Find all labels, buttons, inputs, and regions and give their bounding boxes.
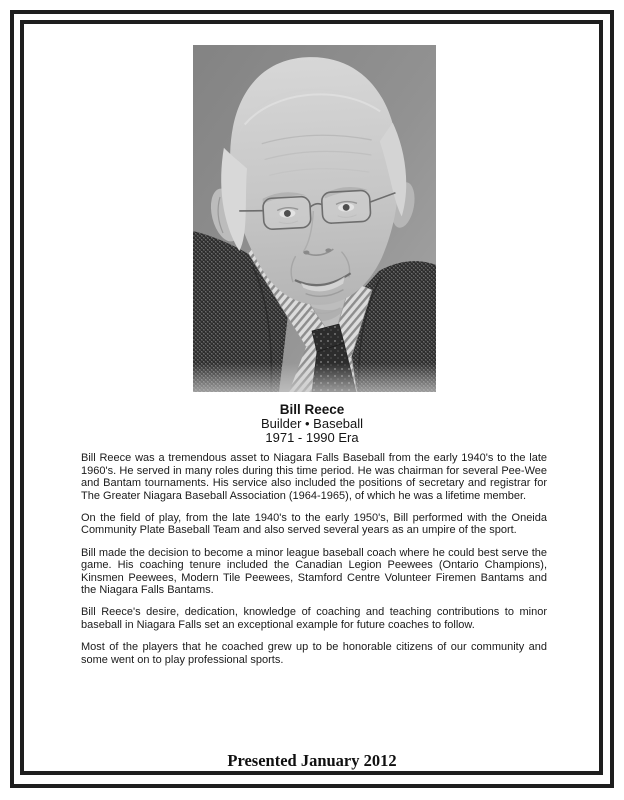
- presented-date: Presented January 2012: [227, 751, 397, 770]
- portrait-illustration: [193, 45, 436, 392]
- bio-paragraph: Bill Reece was a tremendous asset to Niagara Falls Baseball from the early 1940's to the late 1960's. He served in many roles during this time period. He was chairman for several Pee-Wee and Bantam tournaments. His service also included the positions of secretary and registrar for The Greater Niagara Baseball Association (1964-1965), of which he was a lifetime member.: [81, 452, 547, 502]
- bio-paragraph: Bill made the decision to become a minor league baseball coach where he could best serve the game. His coaching tenure included the Canadian Legion Peewees (Ontario Champions), Kinsmen Peewees, Modern Tile Peewees, Stamford Centre Volunteer Firemen Bantams and the Niagara Falls Bantams.: [81, 546, 547, 597]
- biography-text: [81, 452, 547, 676]
- bio-paragraph: Most of the players that he coached grew up to be honorable citizens of our community and some went on to play professional sports.: [81, 641, 547, 666]
- person-category: Builder • Baseball: [260, 416, 364, 431]
- title-block: [0, 403, 624, 445]
- person-name: Bill Reece: [279, 402, 345, 417]
- bio-paragraph: Bill Reece's desire, dedication, knowledge of coaching and teaching contributions to minor baseball in Niagara Falls set an exceptional example for future coaches to follow.: [81, 606, 547, 632]
- bio-paragraph: On the field of play, from the late 1940's to the early 1950's, Bill performed with the Oneida Community Plate Baseball Team and also served several years as an umpire of the sport.: [81, 511, 547, 537]
- portrait-photo: [193, 45, 436, 392]
- person-era: 1971 - 1990 Era: [265, 430, 359, 445]
